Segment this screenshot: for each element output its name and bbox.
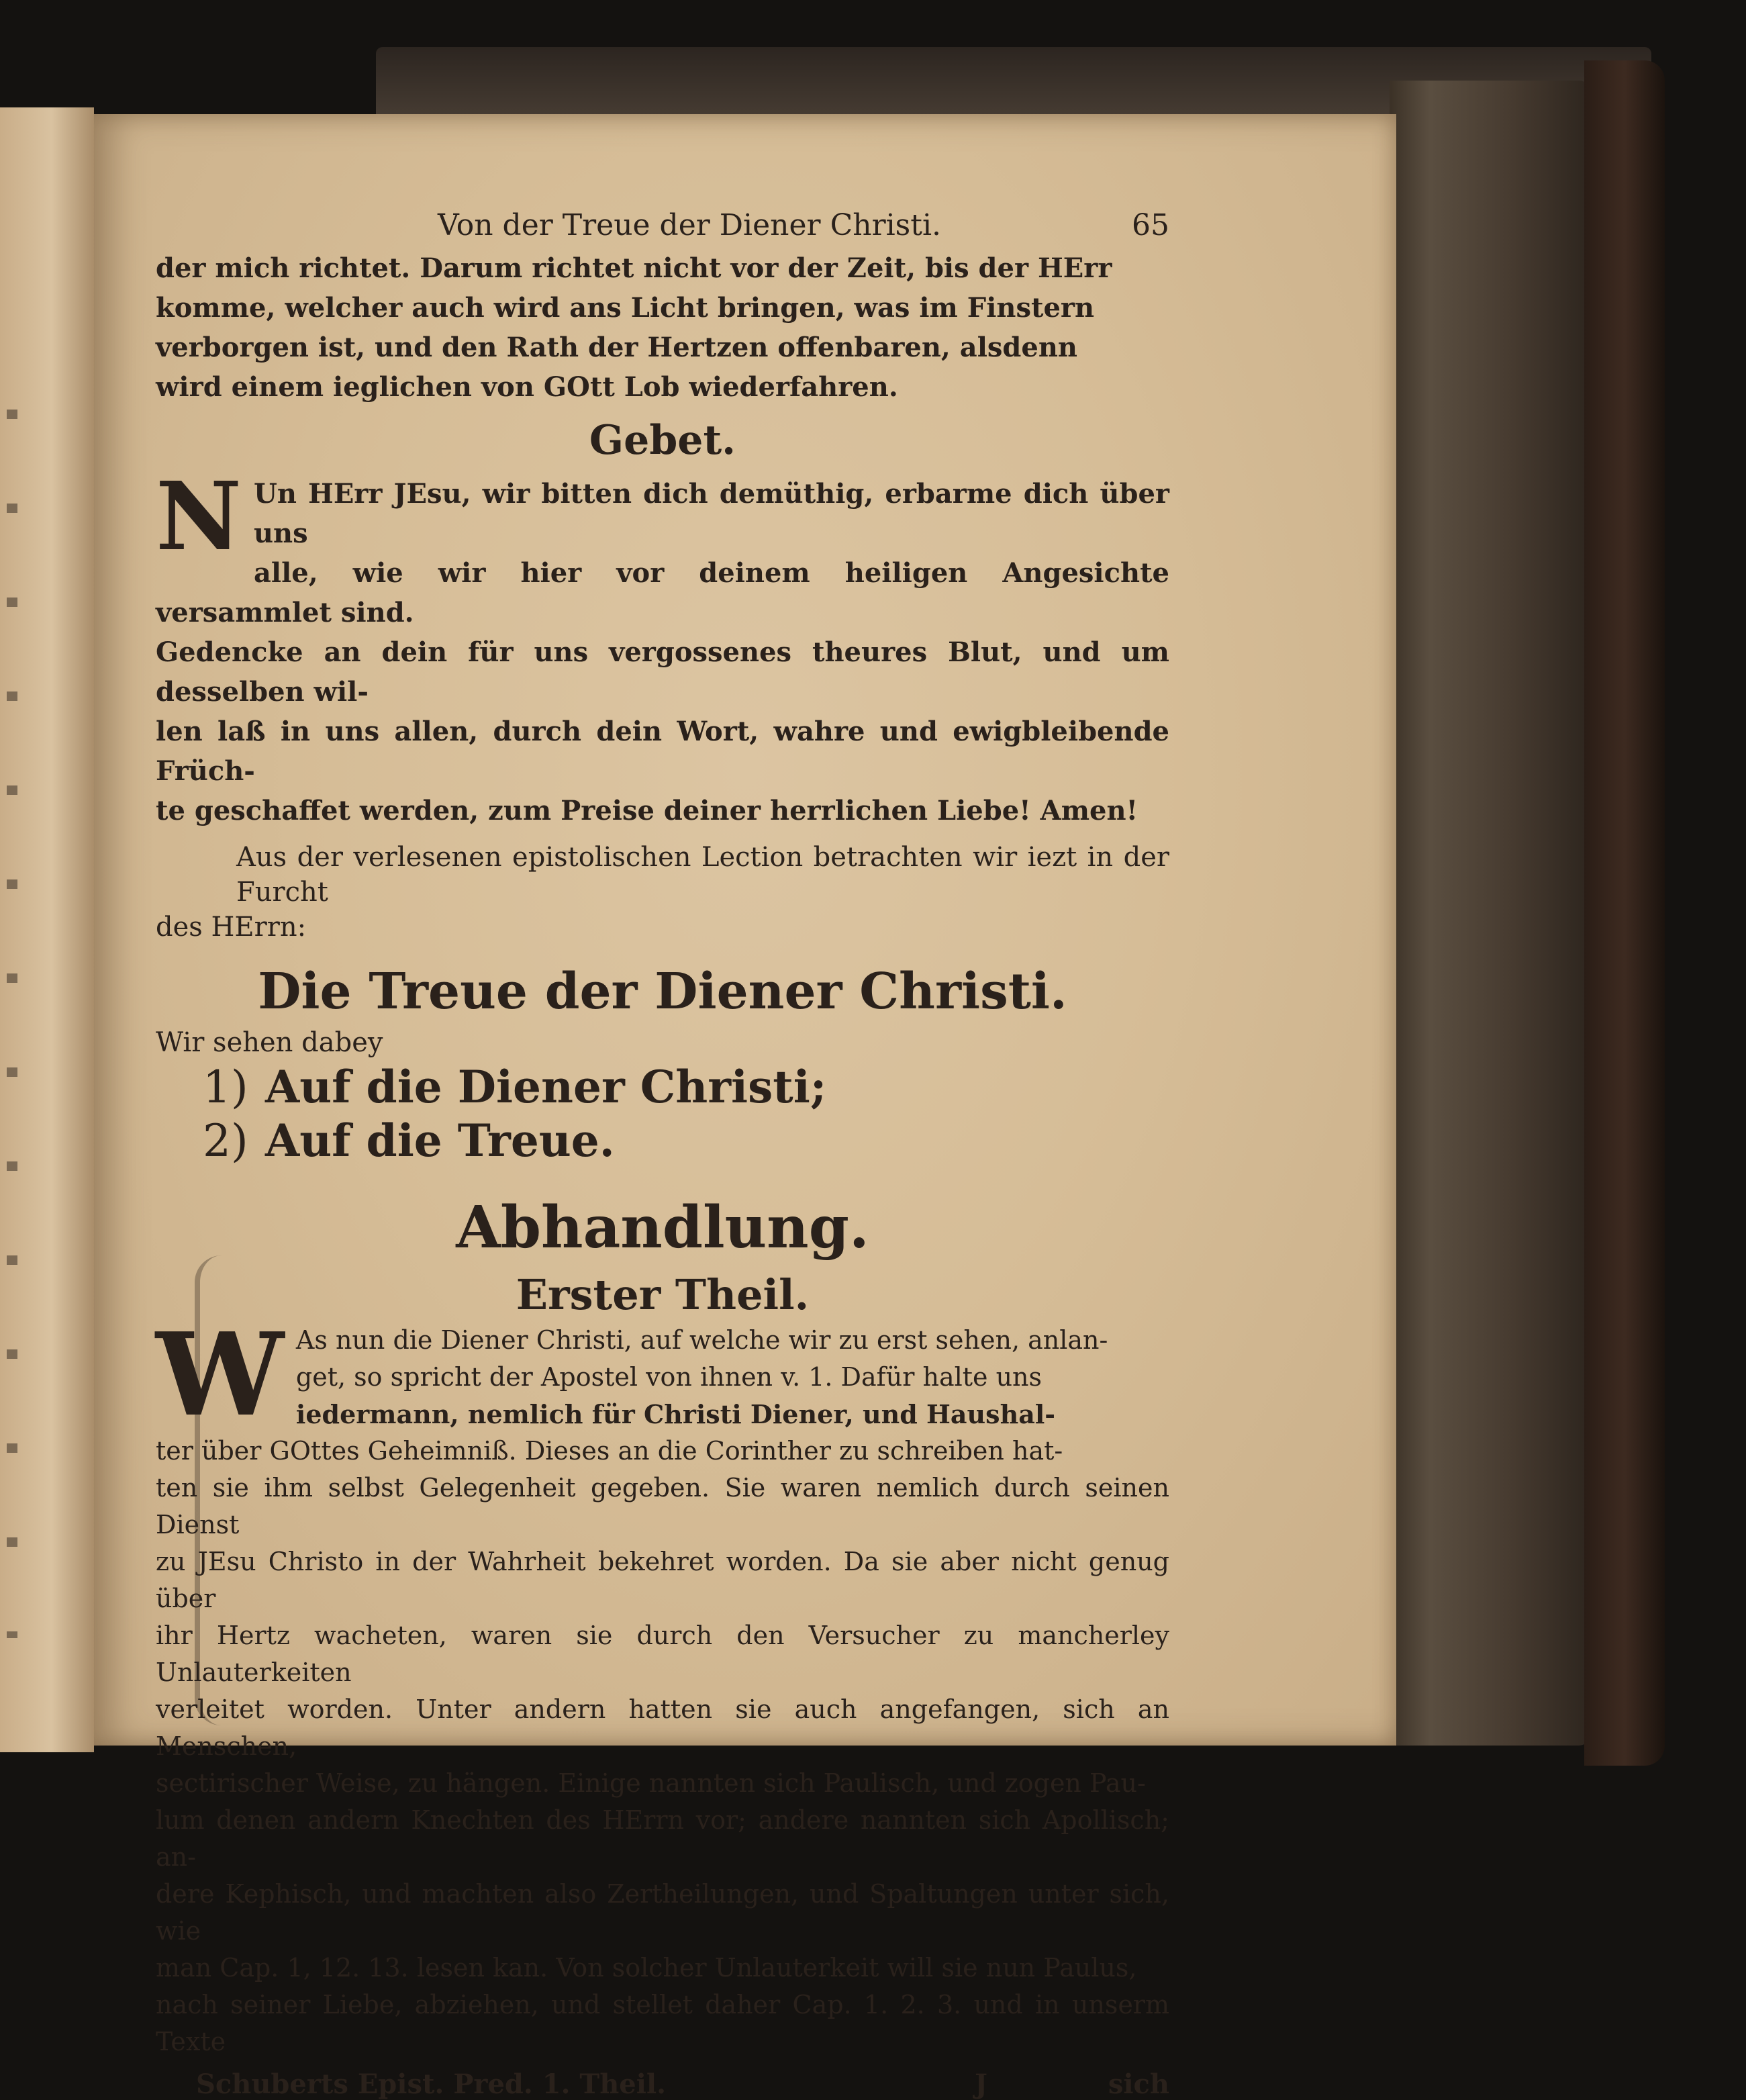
prayer-heading: Gebet. (589, 417, 736, 464)
text-line: ihr Hertz wacheten, waren sie durch den Versucher zu mancherley Unlauterkeiten (156, 1621, 1169, 1687)
list-text: Auf die Diener Christi; (264, 1061, 827, 1113)
text-line: Gedencke an dein für uns vergossenes theures Blut, und um desselben wil- (156, 636, 1169, 708)
intro-paragraph (156, 840, 1169, 945)
text-line: iedermann, nemlich für Christi Diener, und Haushal- (295, 1399, 1056, 1429)
text-line: wird einem ieglichen von GOtt Lob wiederfahren. (156, 371, 898, 403)
sermon-title: Die Treue der Diener Christi. (258, 963, 1067, 1020)
list-text: Auf die Treue. (264, 1114, 615, 1167)
text-line: komme, welcher auch wird ans Licht bringen, was im Finstern (156, 292, 1095, 324)
text-line: Aus der verlesenen epistolischen Lection betrachten wir iezt in der Furcht (236, 842, 1169, 908)
facing-page-edge (0, 107, 94, 1752)
text-line: As nun die Diener Christi, auf welche wir zu erst sehen, anlan- (295, 1325, 1108, 1355)
page-number: 65 (1132, 207, 1169, 242)
prayer-dropcap: N (156, 462, 242, 572)
running-head-title: Von der Treue der Diener Christi. (438, 207, 941, 242)
text-line: des HErrn: (156, 912, 307, 943)
book-page-block (1390, 81, 1591, 1746)
text-line: dere Kephisch, und machten also Zertheilungen, und Spaltungen unter sich, wie (156, 1879, 1169, 1946)
facing-page-text-edge (7, 363, 17, 1638)
signature-mark: J (974, 2068, 987, 2100)
division-list (156, 1060, 1169, 1167)
text-line: lum denen andern Knechten des HErrn vor; andere nannten sich Apollisch; an- (156, 1805, 1169, 1872)
body-dropcap: W (156, 1308, 284, 1442)
text-line: nach seiner Liebe, abziehen, und stellet daher Cap. 1. 2. 3. und in unserm Texte (156, 1990, 1169, 2056)
text-line: sectirischer Weise, zu hängen. Einige nannten sich Paulisch, und zogen Pau- (156, 1768, 1146, 1798)
list-number: 2) (203, 1115, 248, 1167)
text-line: ter über GOttes Geheimniß. Dieses an die Corinther zu schreiben hat- (156, 1436, 1063, 1466)
section-title: Abhandlung. (456, 1194, 869, 1261)
text-line: alle, wie wir hier vor deinem heiligen Angesichte versammlet sind. (156, 557, 1169, 628)
part-title: Erster Theil. (516, 1270, 810, 1319)
text-line: get, so spricht der Apostel von ihnen v. 1. Dafür halte uns (295, 1362, 1042, 1392)
text-line: verborgen ist, und den Rath der Hertzen offenbaren, alsdenn (156, 332, 1077, 363)
text-line: ten sie ihm selbst Gelegenheit gegeben. Sie waren nemlich durch seinen Dienst (156, 1473, 1169, 1539)
list-item (156, 1060, 1169, 1114)
text-line: Un HErr JEsu, wir bitten dich demüthig, erbarme dich über uns (253, 478, 1169, 549)
page-text-block (156, 201, 1169, 2100)
text-line: len laß in uns allen, durch dein Wort, wahre und ewigbleibende Früch- (156, 716, 1169, 787)
prayer-paragraph (156, 462, 1169, 830)
list-item (156, 1114, 1169, 1167)
list-number: 1) (203, 1061, 248, 1113)
text-line: te geschaffet werden, zum Preise deiner herrlichen Liebe! Amen! (156, 795, 1138, 826)
body-paragraph (156, 1308, 1169, 2060)
text-line: der mich richtet. Darum richtet nicht vor der Zeit, bis der HErr (156, 252, 1112, 284)
catchword: sich (1108, 2068, 1169, 2100)
subtitle-intro: Wir sehen dabey (156, 1027, 383, 1058)
text-line: zu JEsu Christo in der Wahrheit bekehret worden. Da sie aber nicht genug über (156, 1547, 1169, 1613)
text-line: man Cap. 1, 12. 13. lesen kan. Von solcher Unlauterkeit will sie nun Paulus, (156, 1953, 1137, 1983)
page-footer (156, 2068, 1169, 2100)
footer-catchline: Schuberts Epist. Pred. 1. Theil. (196, 2068, 667, 2100)
text-line: verleitet worden. Unter andern hatten sie auch angefangen, sich an Menschen, (156, 1695, 1169, 1761)
opening-paragraph (156, 248, 1169, 407)
running-head (156, 201, 1169, 248)
book-cover-right (1584, 60, 1665, 1766)
